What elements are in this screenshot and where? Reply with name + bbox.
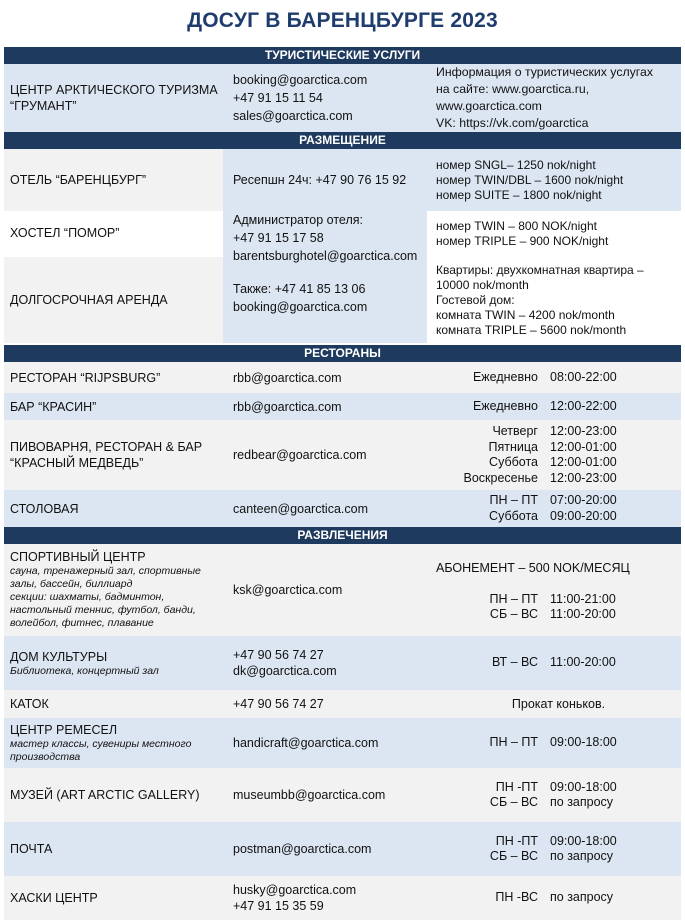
place-name: [10, 718, 224, 768]
row-grumant: [4, 64, 681, 132]
schedule: [436, 876, 681, 920]
schedule-time: 07:00-20:00: [550, 493, 617, 507]
description-line: волейбол, фитнес, плавание: [10, 617, 154, 629]
schedule: [436, 718, 681, 768]
schedule-time: 11:00-20:00: [550, 655, 616, 670]
email-link[interactable]: dk@goarctica.com: [233, 664, 337, 678]
schedule-time: 12:00-23:00: [550, 424, 617, 438]
price-line: Гостевой дом:: [436, 292, 515, 307]
schedule: [436, 490, 681, 527]
schedule: [436, 822, 681, 876]
section-title: РЕСТОРАНЫ: [304, 346, 381, 360]
schedule-day: ПН – ПТ: [489, 735, 538, 750]
schedule-day: ВТ – ВС: [492, 655, 538, 670]
email-link[interactable]: museumbb@goarctica.com: [233, 788, 386, 802]
place-name: [10, 420, 224, 490]
phone-number[interactable]: +47 90 56 74 27: [233, 648, 324, 662]
longterm-contacts: [233, 278, 433, 318]
info-line[interactable]: на сайте: www.goarctica.ru,: [436, 82, 590, 96]
info-line[interactable]: www.goarctica.com: [436, 99, 542, 113]
place-name: [10, 544, 224, 636]
schedule-day: СБ – ВС: [489, 795, 538, 809]
schedule: [436, 362, 681, 393]
place-name: КАТОК: [10, 697, 49, 711]
schedule-day: Пятница: [488, 439, 538, 454]
schedule-time: 09:00-18:00: [550, 833, 617, 848]
contacts: [233, 636, 433, 690]
row-museum: [4, 768, 681, 822]
schedule-day: Четверг: [492, 424, 538, 438]
schedule-day: СБ – ВС: [489, 849, 538, 863]
place-name: РЕСТОРАН “RIJPSBURG”: [10, 370, 161, 385]
place-name: БАР “КРАСИН”: [10, 399, 97, 414]
name-line: ДОМ КУЛЬТУРЫ: [10, 649, 108, 664]
schedule: [436, 420, 681, 490]
schedule-day: ПН – ПТ: [489, 591, 538, 606]
page-title: ДОСУГ В БАРЕНЦБУРГЕ 2023: [187, 9, 498, 32]
price-line: номер TWIN/DBL – 1600 nok/night: [436, 172, 624, 187]
schedule: [436, 544, 681, 636]
section-header-entertainment: [4, 527, 681, 544]
section-header-restaurants: [4, 345, 681, 362]
price-line: Квартиры: двухкомнатная квартира –: [436, 262, 644, 277]
price-line: номер SNGL– 1250 nok/night: [436, 157, 596, 172]
schedule-time: 08:00-22:00: [550, 369, 617, 384]
row-rink: [4, 690, 681, 718]
schedule-day: ПН -ПТ: [495, 833, 538, 848]
place-name: МУЗЕЙ (ART ARCTIC GALLERY): [10, 788, 200, 802]
section-header-tourism: [4, 47, 681, 64]
phone-number[interactable]: +47 91 15 17 58: [233, 231, 324, 245]
price-line: комната TRIPLE – 5600 nok/month: [436, 322, 627, 337]
phone-number[interactable]: Также: +47 41 85 13 06: [233, 282, 366, 296]
description-line: мастер классы, сувениры местного: [10, 738, 192, 750]
description-line: секции: шахматы, бадминтон,: [10, 591, 165, 603]
place-name: ХОСТЕЛ “ПОМОР”: [10, 226, 120, 240]
schedule-time: по запросу: [550, 890, 614, 905]
contacts: [233, 64, 433, 132]
schedule-day: Ежедневно: [472, 398, 538, 413]
info-line: Информация о туристических услугах: [436, 65, 653, 79]
name-line: “ГРУМАНТ”: [10, 99, 77, 113]
email-link[interactable]: barentsburghotel@goarctica.com: [233, 249, 418, 263]
email-link[interactable]: husky@goarctica.com: [233, 883, 357, 897]
schedule-day: ПН -ПТ: [495, 779, 538, 794]
info: [436, 64, 681, 132]
longterm-prices: [436, 257, 681, 343]
name-line: ЦЕНТР РЕМЕСЕЛ: [10, 723, 118, 737]
schedule-time: по запросу: [550, 849, 614, 863]
place-name: ХАСКИ ЦЕНТР: [10, 891, 98, 905]
row-redbear: [4, 420, 681, 490]
schedule-time: 12:00-23:00: [550, 470, 617, 485]
name-line: СПОРТИВНЫЙ ЦЕНТР: [10, 550, 146, 564]
place-name: ПОЧТА: [10, 842, 53, 856]
description-line: залы, бассейн, биллиард: [10, 578, 133, 590]
row-canteen: [4, 490, 681, 527]
email-link[interactable]: postman@goarctica.com: [233, 842, 372, 856]
price-line: номер SUITE – 1800 nok/night: [436, 187, 602, 202]
schedule-time: 11:00-21:00: [550, 591, 616, 606]
hotel-prices: [436, 149, 681, 211]
email-link[interactable]: redbear@goarctica.com: [233, 448, 367, 462]
description-line: настольный теннис, футбол, банди,: [10, 604, 196, 616]
schedule-time: 12:00-01:00: [550, 439, 617, 454]
schedule-time: 12:00-01:00: [550, 455, 617, 469]
hostel-contacts: [233, 211, 433, 265]
schedule-day: Ежедневно: [472, 369, 538, 384]
section-title: РАЗМЕЩЕНИЕ: [299, 133, 386, 147]
description-line: производства: [10, 751, 81, 763]
schedule-day: ПН -ВС: [495, 890, 538, 905]
contacts: [233, 876, 433, 920]
email-link[interactable]: handicraft@goarctica.com: [233, 736, 379, 750]
schedule-day: ПН – ПТ: [489, 493, 538, 507]
schedule-time: 09:00-18:00: [550, 735, 617, 750]
name-line: ПИВОВАРНЯ, РЕСТОРАН & БАР: [10, 440, 203, 454]
row-sport: [4, 544, 681, 636]
email-link[interactable]: rbb@goarctica.com: [233, 399, 342, 414]
email-link[interactable]: rbb@goarctica.com: [233, 370, 342, 385]
place-name: СТОЛОВАЯ: [10, 501, 79, 516]
row-post: [4, 822, 681, 876]
row-krasin: [4, 393, 681, 420]
note: Прокат коньков.: [511, 697, 606, 711]
description-line: сауна, тренажерный зал, спортивные: [10, 565, 201, 577]
phone-number[interactable]: +47 91 15 35 59: [233, 899, 324, 913]
price-line: номер TWIN – 800 NOK/night: [436, 219, 597, 233]
email-link[interactable]: booking@goarctica.com: [233, 300, 368, 314]
email-link[interactable]: booking@goarctica.com: [233, 73, 368, 87]
schedule: [436, 636, 681, 690]
schedule-time: 09:00-20:00: [550, 508, 617, 523]
section-title: РАЗВЛЕЧЕНИЯ: [297, 528, 388, 542]
phone-number[interactable]: Ресепшн 24ч: +47 90 76 15 92: [233, 173, 407, 187]
schedule-time: 11:00-20:00: [550, 607, 616, 621]
phone-number[interactable]: +47 90 56 74 27: [233, 697, 324, 711]
section-header-lodging: [4, 132, 681, 149]
place-name: ДОЛГОСРОЧНАЯ АРЕНДА: [10, 293, 168, 307]
email-link[interactable]: canteen@goarctica.com: [233, 501, 368, 516]
email-link[interactable]: ksk@goarctica.com: [233, 583, 343, 597]
schedule-time: по запросу: [550, 795, 614, 809]
price-line: 10000 nok/month: [436, 277, 529, 292]
schedule-day: Суббота: [489, 455, 538, 469]
row-crafts: [4, 718, 681, 768]
schedule-time: 12:00-22:00: [550, 398, 617, 413]
row-husky: [4, 876, 681, 920]
section-title: ТУРИСТИЧЕСКИЕ УСЛУГИ: [264, 48, 421, 62]
row-rijpsburg: [4, 362, 681, 393]
row-culture: [4, 636, 681, 690]
schedule: [436, 768, 681, 822]
schedule-day: Воскресенье: [463, 470, 538, 485]
price-line: комната TWIN – 4200 nok/month: [436, 307, 615, 322]
description-line: Библиотека, концертный зал: [10, 664, 159, 677]
hostel-prices: [436, 211, 681, 257]
schedule-day: СБ – ВС: [489, 607, 538, 621]
name-line: “КРАСНЫЙ МЕДВЕДЬ”: [10, 456, 144, 470]
schedule-day: Суббота: [489, 508, 538, 523]
hotel-contact: [233, 149, 433, 211]
phone-number[interactable]: +47 91 15 11 54: [233, 91, 323, 105]
price-line: АБОНЕМЕНТ – 500 NOK/МЕСЯЦ: [436, 561, 630, 575]
name-line: ЦЕНТР АРКТИЧЕСКОГО ТУРИЗМА: [10, 83, 218, 97]
price-line: номер TRIPLE – 900 NOK/night: [436, 234, 609, 248]
place-name: [10, 64, 224, 132]
contact-label: Администратор отеля:: [233, 213, 363, 227]
schedule: [436, 393, 681, 420]
email-link[interactable]: sales@goarctica.com: [233, 109, 353, 123]
schedule-time: 09:00-18:00: [550, 779, 617, 794]
place-name: ОТЕЛЬ “БАРЕНЦБУРГ”: [10, 173, 147, 187]
place-name: [10, 636, 224, 690]
info-line[interactable]: VK: https://vk.com/goarctica: [436, 116, 589, 130]
